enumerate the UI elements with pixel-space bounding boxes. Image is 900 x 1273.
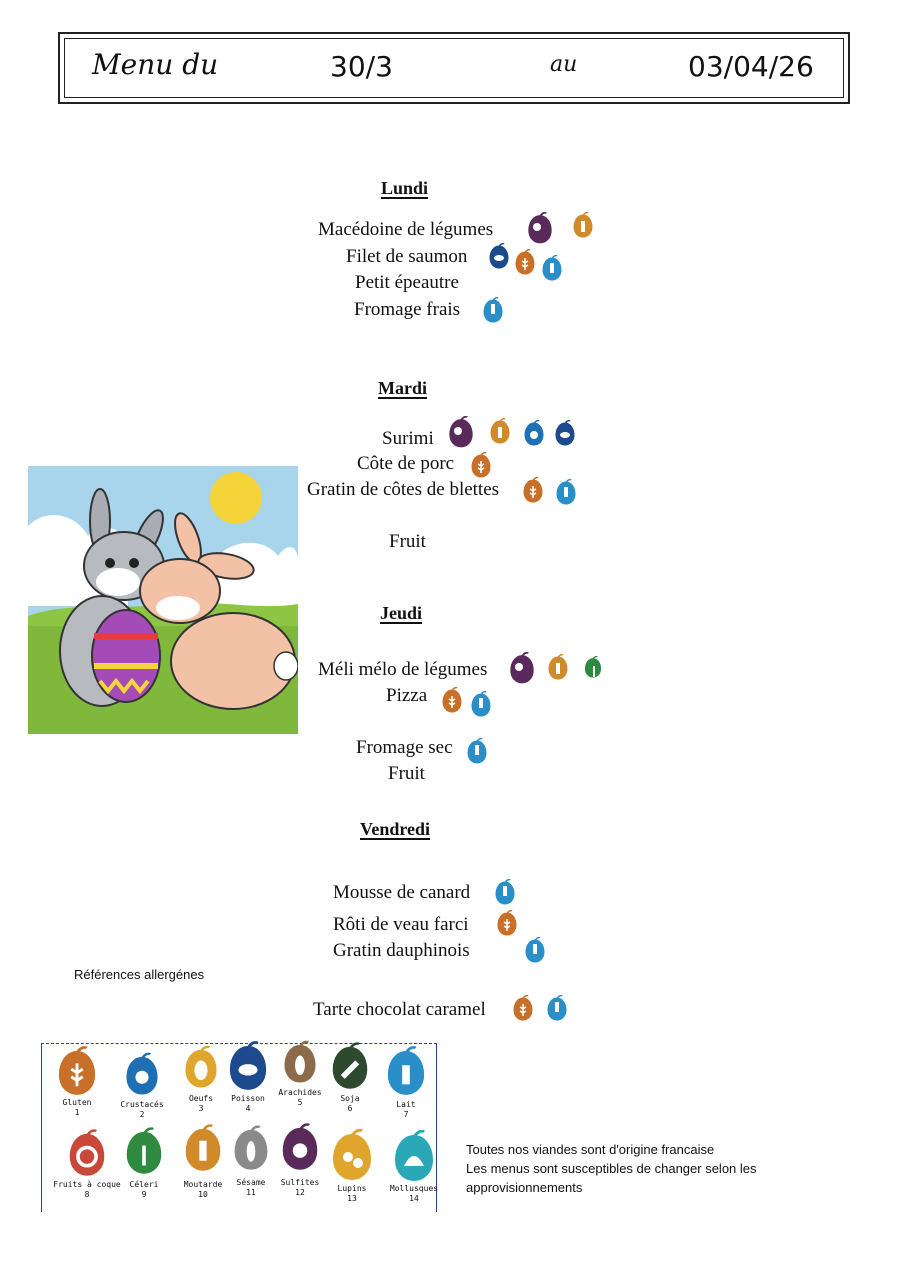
- milk-icon: [482, 294, 504, 326]
- legend-item-lait: [378, 1044, 434, 1120]
- legend-label: Crustacés: [120, 1100, 164, 1109]
- fish-icon: [227, 1040, 269, 1092]
- legend-label: Mollusques: [389, 1184, 439, 1193]
- legend-title: Références allergénes: [74, 967, 205, 982]
- legend-item-lupins: [324, 1128, 380, 1204]
- legend-number: 4: [245, 1104, 251, 1113]
- wheat-icon: [470, 452, 492, 478]
- wheat-icon: [522, 477, 544, 503]
- nut-icon: [67, 1128, 107, 1178]
- dish-jeudi-1: Méli mélo de légumes: [318, 659, 488, 680]
- legend-number: 8: [84, 1190, 90, 1199]
- shell-icon: [392, 1130, 436, 1182]
- dish-vendredi-4: Tarte chocolat caramel: [313, 999, 486, 1020]
- legend-label: Gluten: [62, 1098, 92, 1107]
- legend-item-soja: [322, 1040, 378, 1114]
- end-date: 03/04/26: [688, 50, 814, 83]
- legend-label: Lait: [396, 1100, 416, 1109]
- milk-icon: [555, 477, 577, 507]
- dish-lundi-3: Petit épeautre: [355, 272, 459, 293]
- day-title-jeudi: Jeudi: [380, 603, 423, 623]
- soy-icon: [330, 1040, 370, 1092]
- sulfite-icon: [508, 652, 536, 684]
- dish-lundi-2: Filet de saumon: [346, 246, 468, 267]
- legend-label: Oeufs: [188, 1094, 214, 1103]
- egg-icon: [183, 1042, 219, 1092]
- sulfite-icon: [526, 212, 554, 244]
- lupin-icon: [330, 1128, 374, 1182]
- legend-label: Céleri: [129, 1180, 159, 1189]
- wheat-icon: [514, 249, 536, 275]
- day-title-mardi: Mardi: [378, 378, 427, 398]
- legend-number: 1: [74, 1108, 80, 1117]
- dish-jeudi-3: Fromage sec: [356, 737, 453, 758]
- legend-number: 6: [347, 1104, 353, 1113]
- fish-icon: [488, 243, 510, 269]
- milk-icon: [546, 992, 568, 1024]
- note-origin: Toutes nos viandes sont d'origine francaise: [466, 1142, 715, 1157]
- dish-mardi-3: Gratin de côtes de blettes: [307, 479, 500, 500]
- legend-item-sesame: [223, 1120, 279, 1198]
- wheat-icon: [56, 1046, 98, 1096]
- crab-icon: [523, 420, 545, 446]
- dish-lundi-1: Macédoine de légumes: [318, 219, 494, 240]
- milk-icon: [385, 1044, 427, 1098]
- crab-icon: [124, 1050, 160, 1098]
- sulfite-icon: [447, 416, 475, 448]
- menu-header: [58, 32, 850, 104]
- milk-icon: [494, 876, 516, 908]
- note-change-1: Les menus sont susceptibles de changer selon les: [466, 1161, 757, 1176]
- legend-label: Sésame: [236, 1178, 266, 1187]
- dish-jeudi-2: Pizza: [386, 685, 428, 706]
- legend-number: 3: [198, 1104, 204, 1113]
- legend-item-sulfites: [272, 1118, 328, 1198]
- dish-mardi-4: Fruit: [389, 531, 426, 552]
- menu-du-label: Menu du: [92, 48, 219, 81]
- legend-number: 11: [246, 1188, 256, 1197]
- celery-icon: [583, 656, 603, 678]
- start-date: 30/3: [330, 50, 393, 83]
- mustard-icon: [489, 418, 511, 444]
- au-label: au: [550, 52, 578, 77]
- legend-number: 14: [409, 1194, 419, 1203]
- sulfite-icon: [280, 1118, 320, 1176]
- wheat-icon: [512, 995, 534, 1021]
- fish-icon: [554, 420, 576, 446]
- legend-number: 10: [198, 1190, 208, 1199]
- legend-item-fruits-a-coque: [51, 1128, 123, 1200]
- legend-item-celeri: [116, 1124, 172, 1200]
- dish-vendredi-3: Gratin dauphinois: [333, 940, 470, 961]
- legend-number: 13: [347, 1194, 357, 1203]
- dish-jeudi-4: Fruit: [388, 763, 425, 784]
- legend-label: Soja: [340, 1094, 360, 1103]
- legend-label: Moutarde: [183, 1180, 223, 1189]
- milk-icon: [541, 253, 563, 283]
- milk-icon: [524, 934, 546, 966]
- legend-item-crustaces: [114, 1050, 170, 1120]
- mustard-icon: [183, 1118, 223, 1178]
- note-change-2: approvisionnements: [466, 1180, 583, 1195]
- day-title-vendredi: Vendredi: [360, 819, 431, 839]
- mustard-icon: [547, 654, 569, 680]
- mustard-icon: [572, 212, 594, 238]
- legend-label: Fruits à coque: [53, 1180, 121, 1189]
- sesame-icon: [232, 1120, 270, 1176]
- legend-label: Poisson: [231, 1094, 265, 1103]
- celery-icon: [124, 1124, 164, 1178]
- milk-icon: [466, 735, 488, 767]
- legend-number: 2: [139, 1110, 145, 1119]
- legend-number: 7: [403, 1110, 409, 1119]
- footer-notes: [466, 1140, 766, 1197]
- easter-bunnies-illustration: [28, 466, 298, 734]
- legend-item-arachides: [272, 1038, 328, 1108]
- legend-label: Lupins: [337, 1184, 367, 1193]
- legend-item-poisson: [220, 1040, 276, 1114]
- legend-label: Arachides: [278, 1088, 322, 1097]
- legend-number: 12: [295, 1188, 305, 1197]
- dish-mardi-2: Côte de porc: [357, 453, 455, 474]
- milk-icon: [470, 688, 492, 720]
- legend-number: 9: [141, 1190, 147, 1199]
- wheat-icon: [441, 687, 463, 713]
- legend-label: Sulfites: [280, 1178, 320, 1187]
- dish-vendredi-2: Rôti de veau farci: [333, 914, 469, 935]
- day-title-lundi: Lundi: [381, 178, 429, 198]
- dish-vendredi-1: Mousse de canard: [333, 882, 471, 903]
- peanut-icon: [282, 1038, 318, 1086]
- dish-mardi-1: Surimi: [382, 428, 434, 449]
- legend-item-gluten: [49, 1046, 105, 1118]
- wheat-icon: [496, 910, 518, 936]
- allergen-legend: [41, 1043, 437, 1212]
- dish-lundi-4: Fromage frais: [354, 299, 461, 320]
- legend-item-mollusques: [386, 1130, 442, 1204]
- legend-number: 5: [297, 1098, 303, 1107]
